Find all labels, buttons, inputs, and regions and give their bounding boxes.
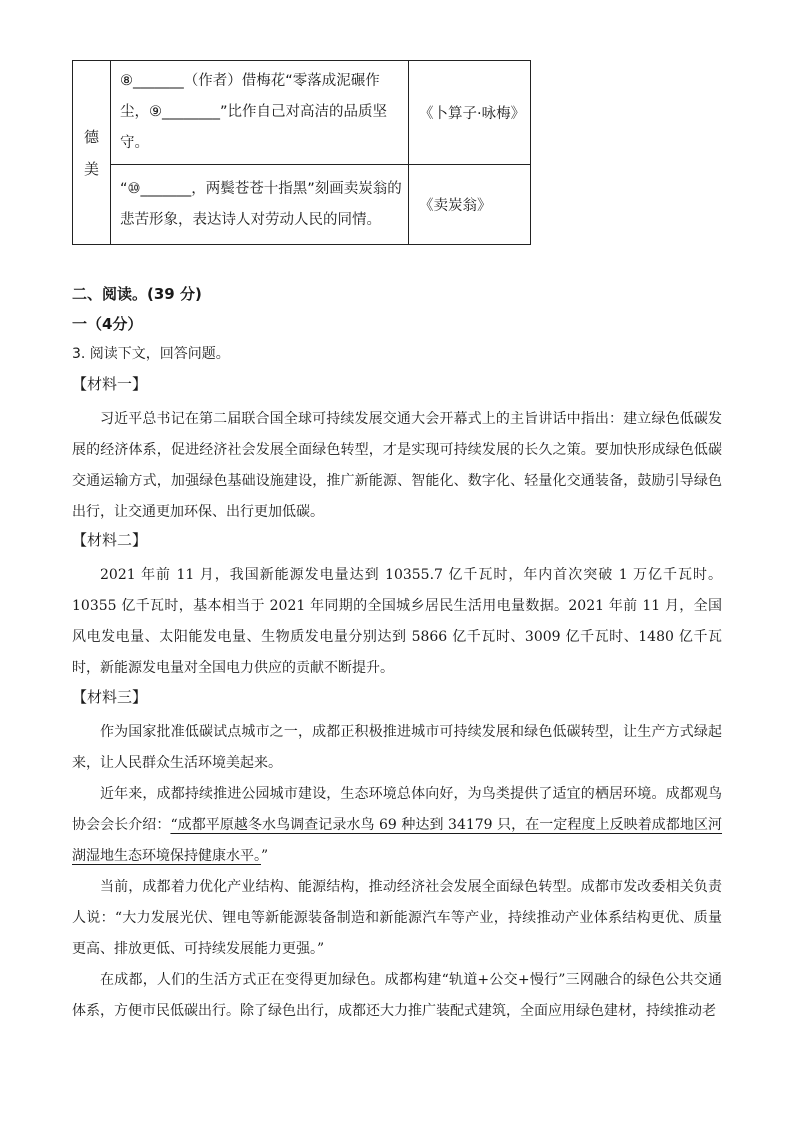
question-line: 3. 阅读下文，回答问题。	[72, 346, 230, 362]
table-row	[73, 61, 531, 165]
quote-end: ”	[261, 848, 269, 864]
row-description: “⑩_______，两鬓苍苍十指黑”刻画卖炭翁的悲苦形象，表达诗人对劳动人民的同情。	[120, 180, 402, 228]
material-two-paragraph: 2021 年前 11 月，我国新能源发电量达到 10355.7 亿千瓦时，年内首次突破 1 万亿千瓦时。10355 亿千瓦时，基本相当于 2021 年同期的全国城乡居民生活用电量数据。2021 年前 11 月，全国风电发电量、太阳能发电量、生物质发电量分别达到 5866 亿千瓦时、3009 亿千瓦时、1480 亿千瓦时，新能源发电量对全国电力供应的贡献不断提升。	[72, 567, 722, 676]
material-three-paragraph-4: 在成都，人们的生活方式正在变得更加绿色。成都构建“轨道+公交+慢行”三网融合的绿色公共交通体系，方便市民低碳出行。除了绿色出行，成都还大力推广装配式建筑，全面应用绿色建材，持续推动老	[72, 972, 722, 1019]
underlined-quote: “成都平原越冬水鸟调查记录水鸟 69 种达到 34179 只，在一定程度上反映着成都地区河湖湿地生态环境保持健康水平。	[72, 817, 723, 864]
table-row	[73, 165, 531, 245]
row-description: ⑧_______（作者）借梅花“零落成泥碾作尘，⑨________”比作自己对高洁的品质坚守。	[120, 73, 388, 151]
paragraph-intro: 近年来，成都持续推进公园城市建设，生态环境总体向好，为鸟类提供了适宜的栖居环境。成都观鸟协会会长介绍：	[72, 786, 722, 833]
material-three-paragraph-3: 当前，成都着力优化产业结构、能源结构，推动经济社会发展全面绿色转型。成都市发改委相关负责人说：“大力发展光伏、锂电等新能源装备制造和新能源汽车等产业，持续推动产业体系结构更优、质量更高、排放更低、可持续发展能力更强。”	[72, 879, 722, 957]
section-heading: 二、阅读。(39 分)	[72, 285, 202, 303]
material-two-label: 【材料二】	[72, 531, 148, 549]
description-cell	[111, 61, 409, 165]
category-char: 美	[83, 159, 99, 178]
row-title: 《卖炭翁》	[419, 198, 492, 214]
material-three-paragraph-2	[72, 779, 722, 872]
subsection-heading: 一（4分）	[72, 315, 143, 333]
row-title: 《卜算子·咏梅》	[419, 106, 526, 122]
material-one-label: 【材料一】	[72, 375, 148, 393]
category-cell	[73, 61, 111, 245]
title-cell	[409, 61, 531, 165]
material-three-label: 【材料三】	[72, 688, 148, 706]
material-one-paragraph: 习近平总书记在第二届联合国全球可持续发展交通大会开幕式上的主旨讲话中指出：建立绿色低碳发展的经济体系，促进经济社会发展全面绿色转型，才是实现可持续发展的长久之策。要加快形成绿色低碳交通运输方式，加强绿色基础设施建设，推广新能源、智能化、数字化、轻量化交通装备，鼓励引导绿色出行，让交通更加环保、出行更加低碳。	[72, 411, 722, 520]
title-cell	[409, 165, 531, 245]
poem-table	[72, 60, 531, 245]
category-char: 德	[83, 127, 99, 146]
description-cell	[111, 165, 409, 245]
material-three-paragraph-1: 作为国家批准低碳试点城市之一，成都正积极推进城市可持续发展和绿色低碳转型，让生产方式绿起来，让人民群众生活环境美起来。	[72, 724, 722, 771]
